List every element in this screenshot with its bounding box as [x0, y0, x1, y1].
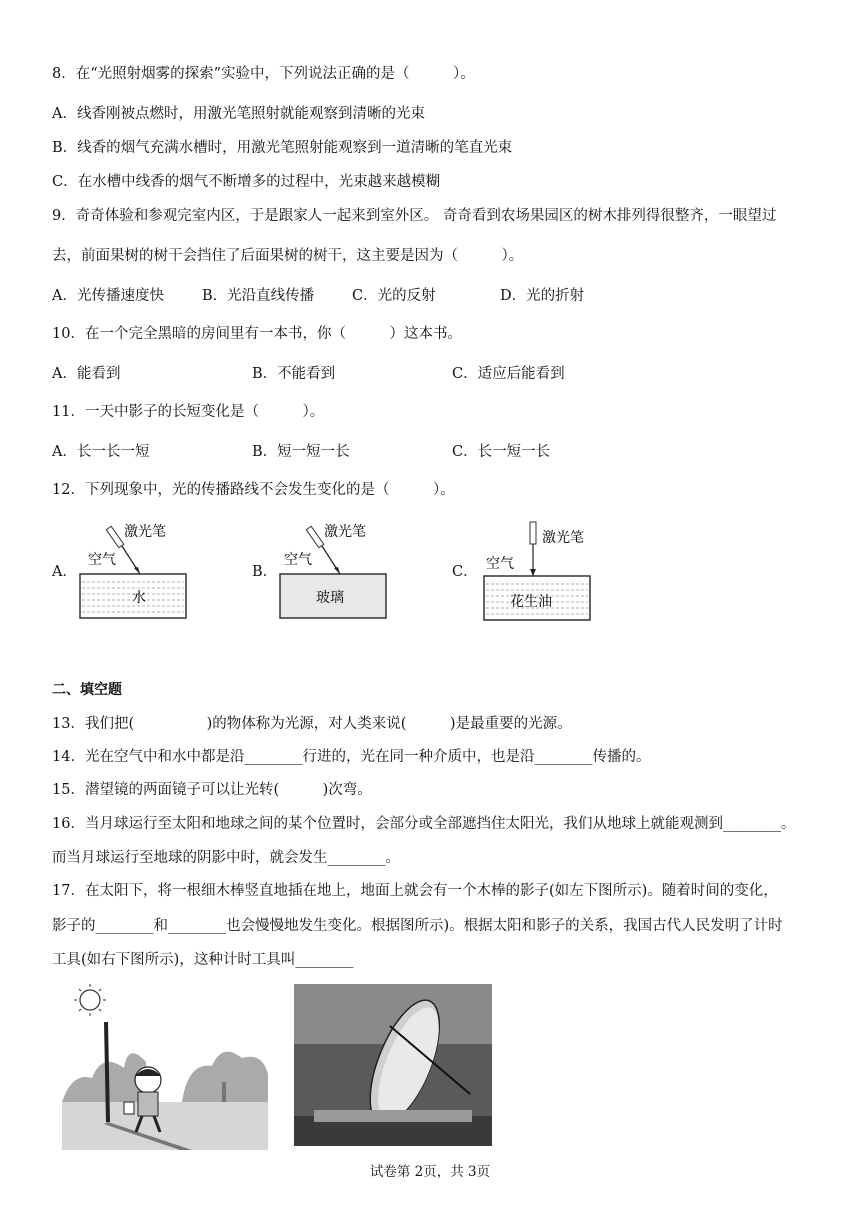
q8-stem: 8．在“光照射烟雾的探索”实验中，下列说法正确的是（ ）。: [52, 66, 475, 82]
q11-option-a: A．长一长一短: [52, 444, 150, 460]
q9-option-d: D．光的折射: [500, 288, 585, 304]
section-heading: 二、填空题: [52, 682, 122, 698]
page-footer: 试卷第 2页，共 3页: [369, 1164, 491, 1180]
q8-option-a: A．线香刚被点燃时，用激光笔照射就能观察到清晰的光束: [52, 106, 425, 122]
q9-stem-line1: 9．奇奇体验和参观完室内区，于是跟家人一起来到室外区。 奇奇看到农场果园区的树木排列得很整齐，一眼望过: [52, 208, 777, 224]
q12-option-c-label: C．: [452, 564, 478, 580]
q9-option-b: B．光沿直线传播: [202, 288, 315, 304]
laser-pen-icon: [306, 526, 324, 547]
q8-option-b: B．线香的烟气充满水槽时，用激光笔照射能观察到一道清晰的笔直光束: [52, 140, 513, 156]
medium-label: 水: [132, 590, 146, 606]
sundial-photo: [294, 984, 492, 1146]
q12-figure-b: [272, 520, 392, 624]
sun-icon: [74, 984, 106, 1016]
air-label: 空气: [88, 552, 116, 568]
arrow-icon: [334, 567, 340, 574]
air-label: 空气: [284, 552, 312, 568]
q10-option-a: A．能看到: [52, 366, 121, 382]
medium-label: 花生油: [510, 594, 552, 610]
tree-trunk: [222, 1082, 226, 1104]
medium-label: 玻璃: [316, 590, 344, 606]
laser-pen-label: 激光笔: [542, 530, 584, 546]
stick: [106, 1022, 108, 1122]
q17-line3: 工具(如右下图所示)，这种计时工具叫________: [52, 952, 354, 968]
q13-text: 13．我们把( )的物体称为光源，对人类来说( )是最重要的光源。: [52, 716, 572, 732]
arrow-icon: [134, 567, 140, 574]
q9-stem-line2: 去，前面果树的树干会挡住了后面果树的树干，这主要是因为（ ）。: [52, 248, 524, 264]
q11-stem: 11．一天中影子的长短变化是（ ）。: [52, 404, 325, 420]
q14-text: 14．光在空气中和水中都是沿________行进的，光在同一种介质中，也是沿________传播的。: [52, 749, 651, 765]
q15-text: 15．潜望镜的两面镜子可以让光转( )次弯。: [52, 782, 372, 798]
q9-option-c: C．光的反射: [352, 288, 436, 304]
q12-figure-a: [72, 520, 192, 624]
stick-shadow-illustration: [62, 982, 268, 1150]
q8-option-c: C．在水槽中线香的烟气不断增多的过程中，光束越来越模糊: [52, 174, 441, 190]
q12-stem: 12．下列现象中，光的传播路线不会发生变化的是（ ）。: [52, 482, 455, 498]
q17-line2: 影子的________和________也会慢慢地发生变化。根据图所示)。根据太阳和影子的关系，我国古代人民发明了计时: [52, 918, 783, 934]
q10-stem: 10．在一个完全黑暗的房间里有一本书，你（ ）这本书。: [52, 326, 462, 342]
bushes-left: [62, 1053, 146, 1102]
q10-option-b: B．不能看到: [252, 366, 336, 382]
q11-option-b: B．短一短一长: [252, 444, 350, 460]
q12-option-a-label: A．: [52, 564, 77, 580]
q11-option-c: C．长一短一长: [452, 444, 551, 460]
laser-pen-icon: [106, 526, 124, 547]
q12-figure-c: [478, 518, 598, 624]
q9-option-a: A．光传播速度快: [52, 288, 164, 304]
arrow-icon: [530, 569, 536, 576]
laser-pen-label: 激光笔: [324, 524, 366, 540]
q12-option-b-label: B．: [252, 564, 278, 580]
laser-pen-icon: [530, 522, 536, 544]
air-label: 空气: [486, 556, 514, 572]
q17-line1: 17．在太阳下，将一根细木棒竖直地插在地上，地面上就会有一个木棒的影子(如左下图所示)。随着时间的变化，: [52, 883, 778, 899]
q16-line1: 16．当月球运行至太阳和地球之间的某个位置时，会部分或全部遮挡住太阳光，我们从地球上就能观测到________。: [52, 816, 796, 832]
laser-pen-label: 激光笔: [124, 524, 166, 540]
q10-option-c: C．适应后能看到: [452, 366, 565, 382]
q16-line2: 而当月球运行至地球的阴影中时，就会发生________。: [52, 850, 400, 866]
